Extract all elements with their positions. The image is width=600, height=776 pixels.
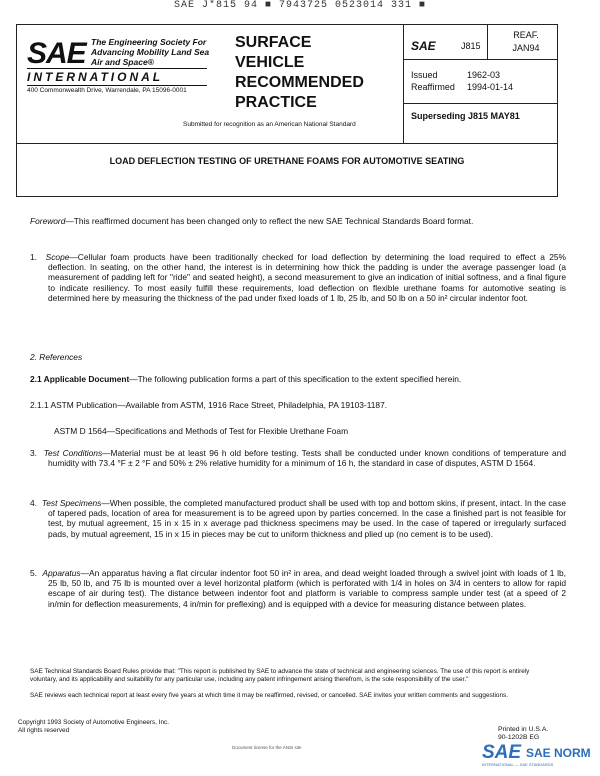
doc-type-line: SURFACE — [235, 34, 312, 51]
section-number: 3. — [30, 448, 37, 458]
test-specimens-section — [30, 498, 566, 539]
applicable-document — [30, 374, 548, 384]
dates-block — [411, 69, 513, 93]
reaf-label: REAF. — [513, 30, 539, 40]
rules-note: SAE Technical Standards Board Rules provide that: "This report is published by SAE to advance the state of technical and engineering sciences. The use of this report is entirely voluntary, and its applicability and suitability for any particular use, including any patent infringement arising therefrom, is the sole responsibility of the user." — [30, 668, 530, 683]
divider — [487, 25, 488, 59]
superseding: Superseding J815 MAY81 — [411, 111, 520, 121]
watermark-logo: SAE — [482, 742, 522, 763]
references-label: 2. References — [30, 352, 83, 362]
doc-id-box — [403, 25, 557, 60]
document-title: LOAD DEFLECTION TESTING OF URETHANE FOAMS FOR AUTOMOTIVE SEATING — [109, 156, 465, 166]
reaf-date: JAN94 — [512, 43, 540, 53]
watermark-text: SAE NORM — [526, 746, 591, 760]
printed-in: Printed in U.S.A. — [498, 726, 549, 733]
apparatus-section — [30, 568, 566, 609]
apparatus-heading: Apparatus — [42, 568, 81, 578]
apparatus-text: —An apparatus having a flat circular indentor foot 50 in² in area, and dead weight loaded through a swivel joint with loads of 1 lb, 25 lb, 50 lb, and 75 lb is mounted over a level horizontal platform (which is perforated with 1/4 in holes on 3/4 in centers to allow for rapid escape of air during test). The distance between indentor foot and platform is variable to compress sample under test (at a speed of 2 in/min for deflection measurements, 4 in/min for preflexing) and is equipped with a device for measuring distance between plates. — [48, 568, 566, 609]
section-number: 4. — [30, 498, 37, 508]
applicable-document-heading: 2.1 Applicable Document — [30, 374, 130, 384]
divider — [403, 103, 557, 104]
address: 400 Commonwealth Drive, Warrendale, PA 15096-0001 — [27, 87, 187, 94]
foreword-heading: Foreword — [30, 216, 66, 226]
logo-international: INTERNATIONAL — [27, 68, 207, 86]
astm-publication — [30, 400, 548, 410]
document-type — [235, 33, 395, 113]
mini-sae-logo: SAE — [411, 39, 436, 53]
foreword-paragraph — [30, 216, 548, 226]
section-number: 1. — [30, 252, 37, 262]
scope-heading: Scope — [45, 252, 70, 262]
footer-notes — [30, 668, 550, 700]
doc-number: J815 — [461, 41, 481, 51]
section-number: 5. — [30, 568, 37, 578]
watermark-subtext: INTERNATIONAL — SAE STANDARDS — [482, 762, 554, 767]
print-code: 90-1202B EG — [498, 734, 540, 741]
applicable-document-text: —The following publication forms a part of this specification to the extent specified herein. — [129, 374, 462, 384]
rights: All rights reserved — [18, 727, 70, 734]
astm-publication-heading: 2.1.1 ASTM Publication — [30, 400, 118, 410]
review-note: SAE reviews each technical report at least every five years at which time it may be reaffirmed, revised, or cancelled. SAE invites your written comments and suggestions. — [30, 692, 508, 699]
title-box — [16, 142, 558, 197]
reaffirmed-date: 1994-01-14 — [467, 82, 514, 92]
submitted-note: Submitted for recognition as an American National Standard — [183, 121, 356, 128]
logo-tagline: The Engineering Society For Advancing Mobility Land Sea Air and Space® — [91, 37, 210, 67]
foreword-text: —This reaffirmed document has been changed only to reflect the new SAE Technical Standards Board format. — [65, 216, 474, 226]
print-info — [498, 726, 568, 742]
test-specimens-heading: Test Specimens — [41, 498, 102, 508]
document-header — [16, 24, 558, 144]
copyright-block — [18, 719, 169, 735]
test-conditions-heading: Test Conditions — [43, 448, 103, 458]
astm-reference: ASTM D 1564—Specifications and Methods of Test for Flexible Urethane Foam — [54, 426, 349, 436]
sae-logo: SAE — [27, 37, 86, 70]
test-conditions-text: —Material must be at least 96 h old before testing. Tests shall be conducted under known conditions of temperature and humidity with 73.4 °F ± 2 °F and 50% ± 2% relative humidity for a minimum of 16 h, the standard in case of disputes, ASTM D 1564. — [48, 448, 567, 469]
reaf-block — [501, 29, 551, 55]
doc-type-line: RECOMMENDED — [235, 74, 364, 91]
test-conditions-section — [30, 448, 566, 468]
astm-publication-text: —Available from ASTM, 1916 Race Street, Philadelphia, PA 19103-1187. — [117, 400, 388, 410]
references-heading — [30, 352, 548, 362]
test-specimens-text: —When possible, the completed manufactured product shall be used with top and bottom skins, if present, intact. In the case of tapered pads, location of area for measurement is to be agreed upon by parties concerned. In the case a finished part is not feasible for test, by mutual agreement, 15 in x 15 in x average pad thickness specimens may be used. In the case of tapered or irregularly surfaced pads, by mutual agreement, 15 in x 15 in pieces may be cut to uniform thickness and plied up (no cement is to be used). — [48, 498, 567, 539]
issued-label: Issued — [411, 70, 438, 80]
watermark — [482, 742, 592, 766]
doc-type-line: VEHICLE — [235, 54, 305, 71]
doc-type-line: PRACTICE — [235, 94, 317, 111]
scope-text: —Cellular foam products have been traditionally checked for load deflection by determining the load required to effect a 25% deflection. In seating, on the other hand, the interest is in determining how thick the padding is under the average passenger load (a measurement of padding left for "ride" and seated height), a second measurement to give an indication of initial softness, and a final figure to indicate resiliency. To most easily fulfill these requirements, load deflection on flexible urethane foams for automotive seating is determined here by measuring the thickness of the pad under fixed loads of 1 lb, 25 lb, and 50 lb on a 50 in² circular indentor foot. — [48, 252, 566, 303]
license-note: Document license for the ANSI site — [232, 745, 302, 750]
reaffirmed-label: Reaffirmed — [411, 82, 455, 92]
scan-header-strip: SAE J*815 94 ■ 7943725 0523014 331 ■ — [173, 0, 427, 11]
scope-section — [30, 252, 566, 303]
issued-date: 1962-03 — [467, 70, 501, 80]
copyright: Copyright 1993 Society of Automotive Engineers, Inc. — [18, 719, 169, 726]
